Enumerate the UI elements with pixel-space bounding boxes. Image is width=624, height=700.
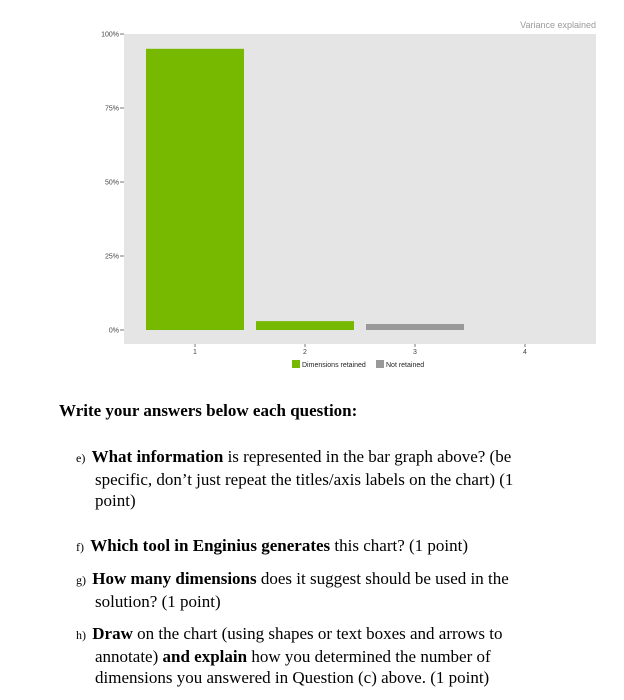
question-h [76, 623, 556, 688]
y-tick-label: 0% [108, 327, 119, 335]
bar-1 [146, 49, 244, 330]
question-bold-text: Which tool in Enginius generates [90, 536, 331, 555]
y-tick-label: 50% [104, 179, 119, 187]
bar-2 [256, 321, 354, 330]
question-letter: h) [76, 628, 86, 642]
instructions-heading: Write your answers below each question: [59, 401, 358, 420]
bar-3 [366, 324, 464, 330]
question-bold-text: Draw [92, 624, 133, 643]
x-tick-label: 2 [303, 349, 307, 356]
x-tick-label: 1 [193, 349, 197, 356]
y-tick-label: 25% [104, 253, 119, 261]
question-f [76, 535, 556, 558]
y-tick-label: 100% [101, 31, 119, 39]
question-bold-text: and explain [162, 647, 248, 666]
legend-label: Dimensions retained [302, 362, 366, 369]
question-text: how you determined the number of dimensions you answered in Question (c) above. (1 point) [95, 647, 491, 687]
question-bold-text: What information [91, 447, 224, 466]
question-text: this chart? (1 point) [330, 536, 469, 555]
question-bold-text: How many dimensions [92, 569, 257, 588]
chart-title: Variance explained [520, 20, 596, 30]
y-tick-label: 75% [104, 105, 119, 113]
x-tick-label: 4 [523, 349, 527, 356]
question-text: is represented in the bar graph above? (be specific, don’t just repeat the titles/axis labels on the chart) (1 point) [95, 447, 514, 510]
legend-swatch [292, 360, 300, 368]
legend-swatch [376, 360, 384, 368]
question-letter: g) [76, 573, 86, 587]
legend-label: Not retained [386, 362, 425, 369]
question-g [76, 568, 556, 612]
question-text: on the chart (using shapes or text boxes and arrows to annotate) [95, 624, 503, 666]
x-tick-label: 3 [413, 349, 417, 356]
question-text: does it suggest should be used in the solution? (1 point) [95, 569, 509, 611]
question-e [76, 446, 556, 511]
question-letter: e) [76, 451, 86, 465]
question-letter: f) [76, 540, 84, 554]
